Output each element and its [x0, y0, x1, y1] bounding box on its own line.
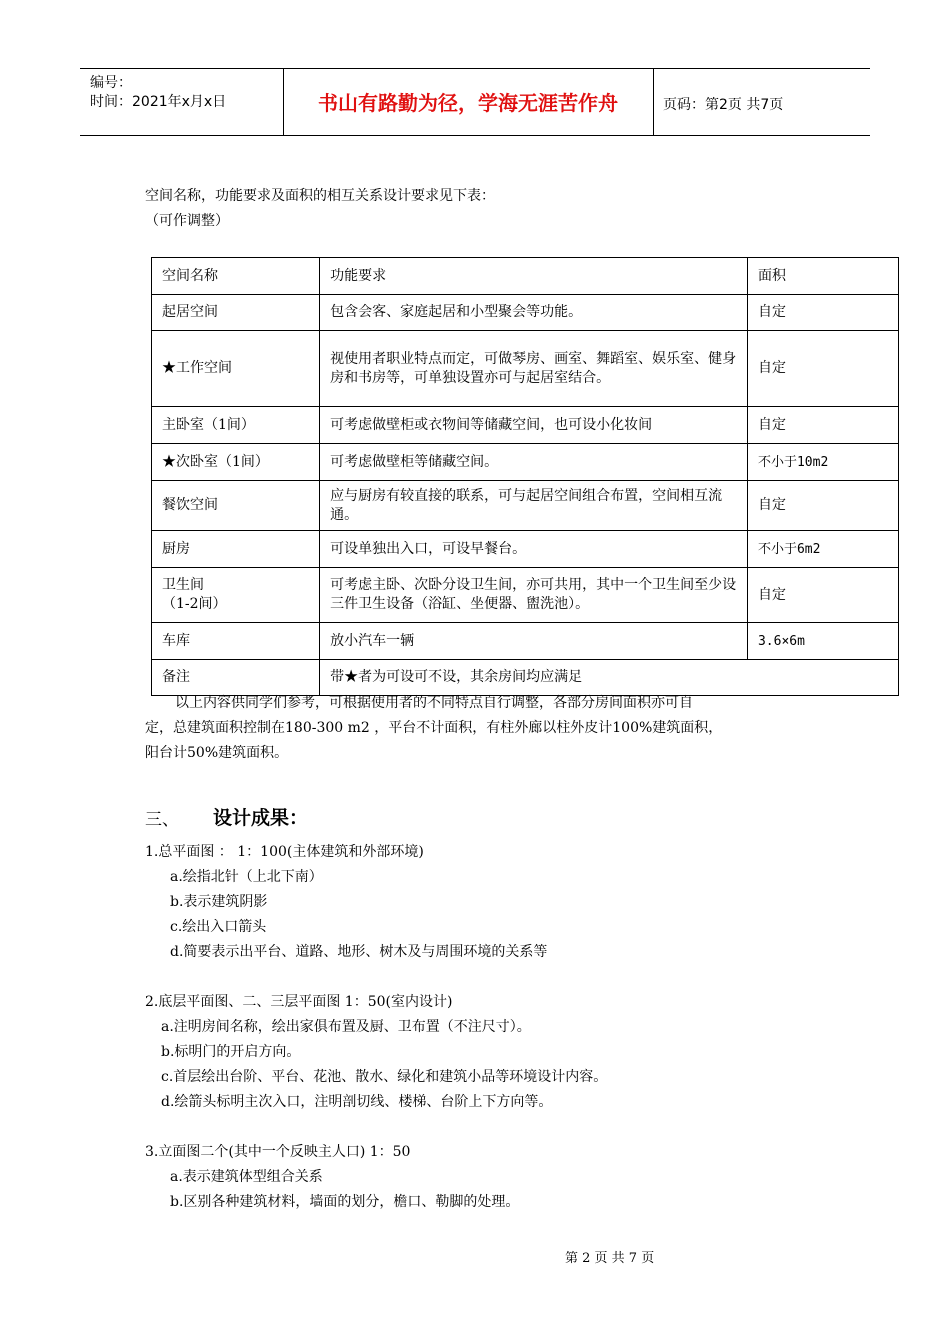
sub-item: d.简要表示出平台、道路、地形、树木及与周围环境的关系等	[170, 944, 548, 960]
space-requirements-table	[151, 257, 899, 696]
table-row	[152, 481, 899, 531]
table-cell-name: 车库	[152, 623, 320, 660]
sub-item: d.绘箭头标明主次入口，注明剖切线、楼梯、台阶上下方向等。	[161, 1094, 553, 1110]
table-cell-area: 自定	[747, 295, 898, 331]
table-cell-name-line: （1-2间）	[162, 596, 227, 612]
section-number: 三、	[145, 810, 179, 830]
table-cell-area: 3.6×6m	[747, 623, 898, 660]
table-cell-area: 自定	[747, 568, 898, 623]
table-cell-function: 可设单独出入口，可设早餐台。	[320, 531, 748, 568]
footer-page-number: 第 2 页 共 7 页	[565, 1251, 655, 1266]
table-cell-function: 应与厨房有较直接的联系，可与起居空间组合布置，空间相互流通。	[320, 481, 748, 531]
header-bottom-rule	[80, 135, 870, 136]
item-heading: 2.底层平面图、二、三层平面图 1：50(室内设计)	[145, 994, 453, 1010]
table-row	[152, 660, 899, 696]
table-cell-area: 自定	[747, 331, 898, 407]
sub-item: a.表示建筑体型组合关系	[170, 1169, 323, 1185]
table-header-cell: 空间名称	[152, 258, 320, 295]
table-cell-area: 自定	[747, 407, 898, 444]
table-cell-function: 可考虑做壁柜或衣物间等储藏空间，也可设小化妆间	[320, 407, 748, 444]
table-cell-name: 餐饮空间	[152, 481, 320, 531]
header-divider-right	[653, 68, 654, 135]
item-heading: 3.立面图二个(其中一个反映主人口) 1：50	[145, 1144, 411, 1160]
table-cell-function: 包含会客、家庭起居和小型聚会等功能。	[320, 295, 748, 331]
header-number: 编号：	[90, 75, 132, 91]
table-cell-function: 可考虑主卧、次卧分设卫生间，亦可共用，其中一个卫生间至少设三件卫生设备（浴缸、坐便器、盥洗池）。	[320, 568, 748, 623]
table-cell-area: 不小于10m2	[747, 444, 898, 481]
table-row	[152, 623, 899, 660]
header-motto: 书山有路勤为径，学海无涯苦作舟	[318, 91, 618, 115]
table-cell-function: 视使用者职业特点而定，可做琴房、画室、舞蹈室、娱乐室、健身房和书房等，可单独设置亦可与起居室结合。	[320, 331, 748, 407]
header-time: 时间：2021年x月x日	[90, 94, 227, 110]
item-heading: 1.总平面图 ： 1：100(主体建筑和外部环境)	[145, 844, 424, 860]
table-row	[152, 331, 899, 407]
sub-item: b.标明门的开启方向。	[161, 1044, 301, 1060]
note-line-3: 阳台计50%建筑面积。	[145, 745, 289, 761]
sub-item: b.表示建筑阴影	[170, 894, 268, 910]
table-cell-name	[152, 568, 320, 623]
sub-item: b.区别各种建筑材料，墙面的划分，檐口、勒脚的处理。	[170, 1194, 520, 1210]
table-header-cell: 功能要求	[320, 258, 748, 295]
table-cell-remark: 带★者为可设可不设，其余房间均应满足	[320, 660, 899, 696]
table-cell-name: 备注	[152, 660, 320, 696]
table-cell-function: 可考虑做壁柜等储藏空间。	[320, 444, 748, 481]
intro-line-1: 空间名称，功能要求及面积的相互关系设计要求见下表：	[145, 188, 495, 204]
table-cell-area: 不小于6m2	[747, 531, 898, 568]
sub-item: a.绘指北针（上北下南）	[170, 869, 323, 885]
table-cell-name: ★工作空间	[152, 331, 320, 407]
table-row	[152, 444, 899, 481]
table-cell-name: 主卧室（1间）	[152, 407, 320, 444]
table-row	[152, 407, 899, 444]
sub-item: a.注明房间名称，绘出家俱布置及厨、卫布置（不注尺寸）。	[161, 1019, 531, 1035]
table-row	[152, 295, 899, 331]
sub-item: c.首层绘出台阶、平台、花池、散水、绿化和建筑小品等环境设计内容。	[161, 1069, 608, 1085]
table-cell-name: 厨房	[152, 531, 320, 568]
header-page-number: 页码：第2页 共7页	[663, 97, 784, 113]
table-row	[152, 568, 899, 623]
table-header-cell: 面积	[747, 258, 898, 295]
sub-item: c.绘出入口箭头	[170, 919, 267, 935]
section-title: 设计成果：	[213, 807, 309, 829]
table-cell-name-line: 卫生间	[162, 577, 204, 593]
note-line-1: 以上内容供同学们参考，可根据使用者的不同特点自行调整，各部分房间面积亦可自	[175, 695, 693, 711]
table-header-row	[152, 258, 899, 295]
intro-line-2: （可作调整）	[145, 213, 229, 229]
table-cell-name: 起居空间	[152, 295, 320, 331]
note-line-2: 定，总建筑面积控制在180-300 m2 ，平台不计面积，有柱外廊以柱外皮计100%建筑面积，	[145, 720, 723, 736]
table-cell-function: 放小汽车一辆	[320, 623, 748, 660]
table-cell-area: 自定	[747, 481, 898, 531]
table-cell-name: ★次卧室（1间）	[152, 444, 320, 481]
table-row	[152, 531, 899, 568]
